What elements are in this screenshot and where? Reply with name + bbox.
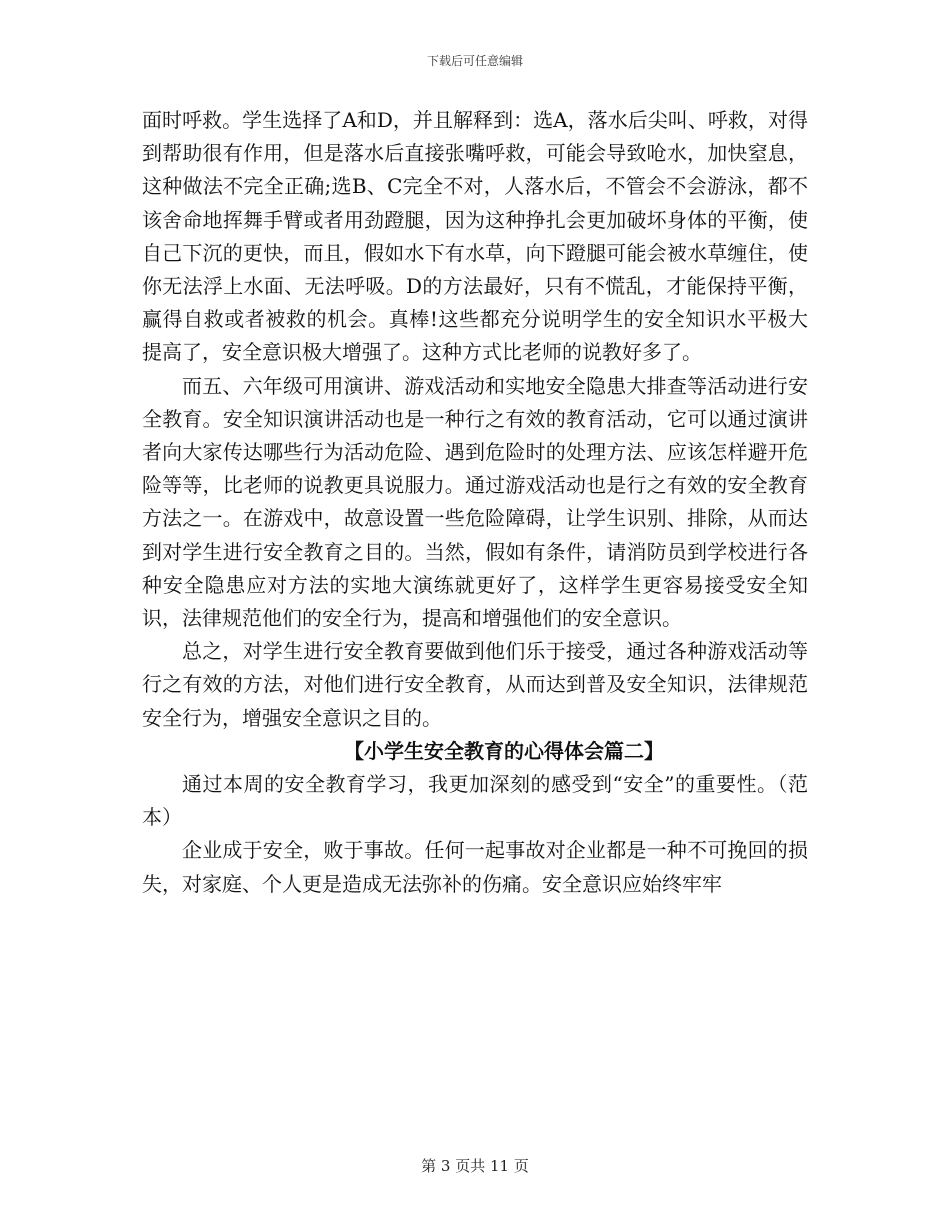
paragraph-grade-five-six: 而五、六年级可用演讲、游戏活动和实地安全隐患大排查等活动进行安全教育。安全知识演讲活动也是一种行之有效的教育活动，它可以通过演讲者向大家传达哪些行为活动危险、遇到危险时的处理方法、应该怎样避开危险等等，比老师的说教更具说服力。通过游戏活动也是行之有效的安全教育方法之一。在游戏中，故意设置一些危险障碍，让学生识别、排除，从而达到对学生进行安全教育之目的。当然，假如有条件，请消防员到学校进行各种安全隐患应对方法的实地大演练就更好了，这样学生更容易接受安全知识，法律规范他们的安全行为，提高和增强他们的安全意识。 [142,373,808,631]
section-heading: 【小学生安全教育的心得体会篇二】 [344,738,664,763]
paragraph-summary: 总之，对学生进行安全教育要做到他们乐于接受，通过各种游戏活动等行之有效的方法，对他们进行安全教育，从而达到普及安全知识，法律规范安全行为，增强安全意识之目的。 [142,639,808,730]
document-body [142,104,808,901]
paragraph-continued: 面时呼救。学生选择了A和D，并且解释到：选A，落水后尖叫、呼救，对得到帮助很有作用，但是落水后直接张嘴呼救，可能会导致呛水，加快窒息，这种做法不完全正确;选B、C完全不对，人落水后，不管会不会游泳，都不该舍命地挥舞手臂或者用劲蹬腿，因为这种挣扎会更加破坏身体的平衡，使自己下沉的更快，而且，假如水下有水草，向下蹬腿可能会被水草缠住，使你无法浮上水面、无法呼吸。D的方法最好，只有不慌乱，才能保持平衡，赢得自救或者被救的机会。真棒!这些都充分说明学生的安全知识水平极大提高了，安全意识极大增强了。这种方式比老师的说教好多了。 [142,108,808,365]
paragraph-intro: 通过本周的安全教育学习，我更加深刻的感受到“安全”的重要性。（范本） [142,772,808,830]
page-header: 下载后可任意编辑 [426,54,523,68]
paragraph-enterprise: 企业成于安全，败于事故。任何一起事故对企业都是一种不可挽回的损失，对家庭、个人更是造成无法弥补的伤痛。安全意识应始终牢牢 [142,838,808,896]
page-number: 第 3 页共 11 页 [421,1157,529,1175]
